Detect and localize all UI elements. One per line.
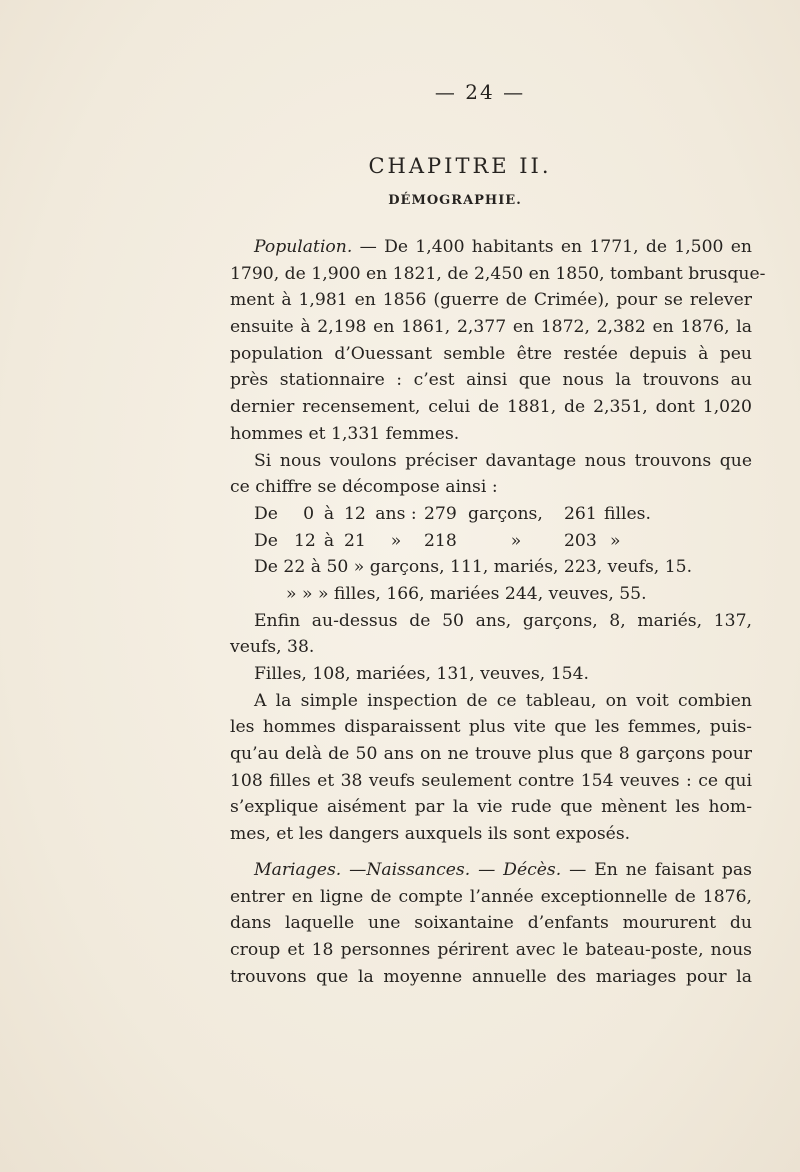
population-lead: Population. [254,237,353,257]
mariages-line-1: Mariages. —Naissances. — Décès. — En ne faisant pas [254,859,752,880]
chapter-title: CHAPITRE II. [368,154,552,178]
text-line: 1790, de 1,900 en 1821, de 2,450 en 1850, tombant brusque- [230,263,766,284]
text-line: ce chiffre se décompose ainsi : [230,477,498,498]
text-line: entrer en ligne de compte l’année exceptionnelle de 1876, [230,886,752,907]
text-line: veufs, 38. [230,637,315,658]
mariages-lead: Mariages. —Naissances. — Décès. [254,859,562,880]
page-number: — 24 — [434,80,526,104]
text-line: qu’au delà de 50 ans on ne trouve plus que 8 garçons pour [230,744,752,765]
text-line: s’explique aisément par la vie rude que mènent les hom- [230,797,752,818]
population-line-1: Population. — De 1,400 habitants en 1771, de 1,500 en [254,237,752,257]
age-row-0-12: De 0 à 12 ans : 279 garçons, 261 filles. [254,503,651,524]
text-line: près stationnaire : c’est ainsi que nous la trouvons au [230,370,752,391]
body-text [230,234,766,990]
text-line: Si nous voulons préciser davantage nous trouvons que [254,450,752,471]
text-line: ment à 1,981 en 1856 (guerre de Crimée), pour se relever [230,290,752,311]
text-line: les hommes disparaissent plus vite que les femmes, puis- [230,717,752,738]
text-line: hommes et 1,331 femmes. [230,423,460,444]
text-line: population d’Ouessant semble être restée depuis à peu [230,343,752,364]
text-line: dernier recensement, celui de 1881, de 2,351, dont 1,020 [230,397,752,418]
text-line: ensuite à 2,198 en 1861, 2,377 en 1872, 2,382 en 1876, la [230,317,752,338]
text-line: Enfin au-dessus de 50 ans, garçons, 8, mariés, 137, [254,610,752,631]
age-row-12-21: De 12 à 21 » 218 » 203 » [254,530,621,551]
text-line: 108 filles et 38 veufs seulement contre 154 veuves : ce qui [230,770,752,791]
text-line: croup et 18 personnes périrent avec le bateau-poste, nous [230,939,752,960]
text-line: dans laquelle une soixantaine d’enfants moururent du [230,913,752,934]
text-line: A la simple inspection de ce tableau, on voit combien [254,690,752,711]
section-title: DÉMOGRAPHIE. [388,193,522,208]
text-line: Filles, 108, mariées, 131, veuves, 154. [254,664,589,684]
adults-men-row: De 22 à 50 » garçons, 111, mariés, 223, veufs, 15. [254,557,693,578]
text-line: mes, et les dangers auxquels ils sont exposés. [230,824,631,845]
adults-women-row: » » » filles, 166, mariées 244, veuves, 55. [286,583,647,604]
text-line: trouvons que la moyenne annuelle des mariages pour la [230,966,752,987]
